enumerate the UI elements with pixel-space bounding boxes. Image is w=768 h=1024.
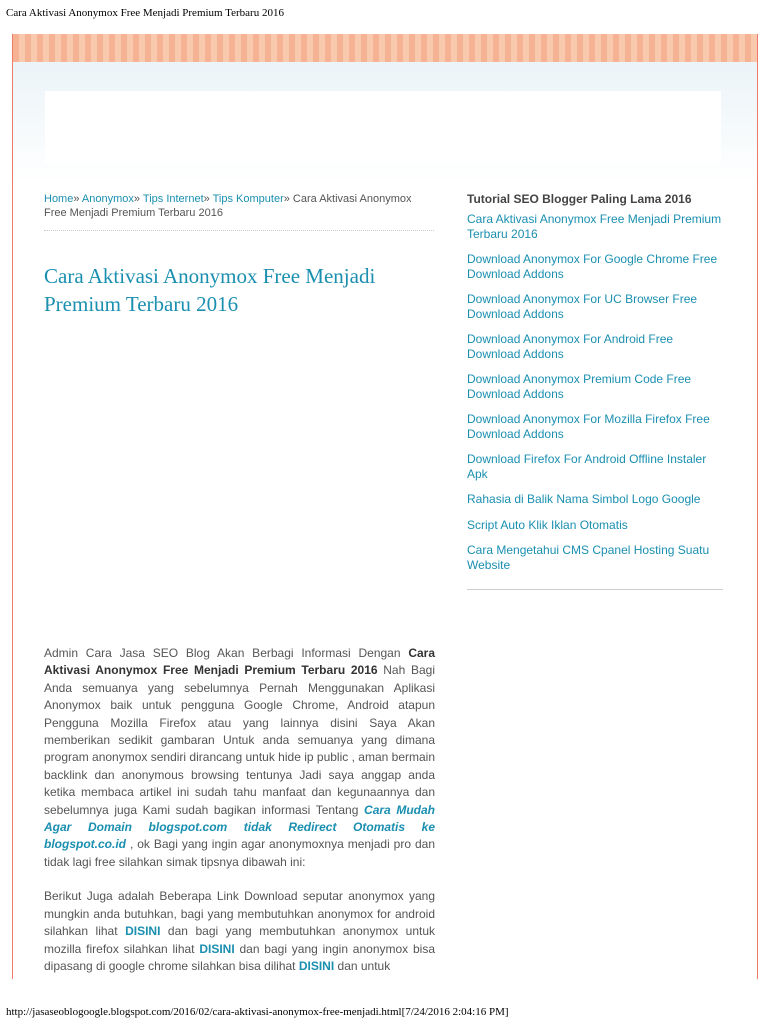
- post-body: [44, 645, 435, 992]
- sidebar-link[interactable]: Script Auto Klik Iklan Otomatis: [467, 517, 628, 532]
- sidebar-link[interactable]: Download Anonymox For Mozilla Firefox Free Download Addons: [467, 412, 710, 441]
- post-link-disini-firefox[interactable]: DISINI: [199, 941, 235, 956]
- breadcrumb-link-anonymox[interactable]: Anonymox: [81, 193, 134, 205]
- sidebar-link[interactable]: Download Anonymox Premium Code Free Download Addons: [467, 372, 692, 401]
- sidebar-link[interactable]: Cara Aktivasi Anonymox Free Menjadi Premium Terbaru 2016: [467, 212, 722, 241]
- sidebar-link[interactable]: Download Firefox For Android Offline Instaler Apk: [467, 452, 707, 481]
- post-paragraph-intro: Admin Cara Jasa SEO Blog Akan Berbagi Informasi Dengan Cara Aktivasi Anonymox Free Menjadi Premium Terbaru 2016 Nah Bagi Anda semuanya yang sebelumnya Pernah Menggunakan Aplikasi Anonymox baik untuk pengguna Google Chrome, Android atapun Pengguna Mozilla Firefox atau yang lainnya disini Saya Akan memberikan sedikit gambaran Untuk anda semuanya yang dimana program anonymox sendiri dirancang untuk hide ip public , aman bermain backlink dan anonymous browsing tentunya Jadi saya anggap anda ketika membaca artikel ini sudah tahu manfaat dan kegunaannya dan sebelumnya juga Kami sudah bagikan informasi Tentang Cara Mudah Agar Domain blogspot.com tidak Redirect Otomatis ke blogspot.co.id , ok Bagi yang ingin agar anonymoxnya menjadi pro dan tidak lagi free silahkan simak tipsnya dibawah ini:: [44, 646, 436, 869]
- post-keyword-bold: Cara Aktivasi Anonymox Free Menjadi Premium Terbaru 2016: [44, 646, 435, 678]
- post-link-blogspot-redirect[interactable]: Cara Mudah Agar Domain blogspot.com tidak Redirect Otomatis ke blogspot.co.id: [44, 802, 436, 852]
- sidebar-link[interactable]: Download Anonymox For UC Browser Free Download Addons: [467, 292, 698, 321]
- post-title: Cara Aktivasi Anonymox Free Menjadi Premium Terbaru 2016: [44, 264, 376, 316]
- breadcrumb-link-tips-komputer[interactable]: Tips Komputer: [212, 193, 284, 205]
- sidebar-link[interactable]: Download Anonymox For Android Free Download Addons: [467, 332, 674, 361]
- sidebar: [467, 192, 723, 590]
- sidebar-link[interactable]: Download Anonymox For Google Chrome Free Download Addons: [467, 252, 718, 281]
- breadcrumb: Home» Anonymox» Tips Internet» Tips Komputer» Cara Aktivasi Anonymox Free Menjadi Premium Terbaru 2016: [44, 192, 434, 231]
- post-link-disini-android[interactable]: DISINI: [125, 924, 161, 939]
- breadcrumb-link-home[interactable]: Home: [44, 193, 74, 205]
- post-link-disini-chrome[interactable]: DISINI: [298, 958, 335, 973]
- header-banner-area: [45, 91, 721, 163]
- sidebar-link[interactable]: Rahasia di Balik Nama Simbol Logo Google: [467, 492, 701, 506]
- print-header: Cara Aktivasi Anonymox Free Menjadi Premium Terbaru 2016: [6, 7, 284, 19]
- header-stripe-band: [13, 34, 757, 62]
- print-footer-url: http://jasaseoblogoogle.blogspot.com/2016/02/cara-aktivasi-anonymox-free-menjadi.html[7/24/2016 2:04:16 PM]: [6, 1006, 509, 1018]
- breadcrumb-current: Cara Aktivasi Anonymox Free Menjadi Premium Terbaru 2016: [44, 193, 412, 219]
- sidebar-link-list: [467, 212, 723, 590]
- breadcrumb-link-tips-internet[interactable]: Tips Internet: [142, 193, 204, 205]
- post-paragraph-links: Berikut Juga adalah Beberapa Link Download seputar anonymox yang mungkin anda butuhkan, bagi yang membutuhkan anonymox for android silahkan lihat DISINI dan bagi yang membutuhkan anonymox untuk mozilla firefox silahkan lihat DISINI dan bagi yang ingin anonymox bisa dipasang di google chrome silahkan bisa dilihat DISINI dan untuk: [44, 889, 435, 973]
- sidebar-title: Tutorial SEO Blogger Paling Lama 2016: [467, 192, 692, 206]
- sidebar-link[interactable]: Cara Mengetahui CMS Cpanel Hosting Suatu Website: [467, 543, 710, 572]
